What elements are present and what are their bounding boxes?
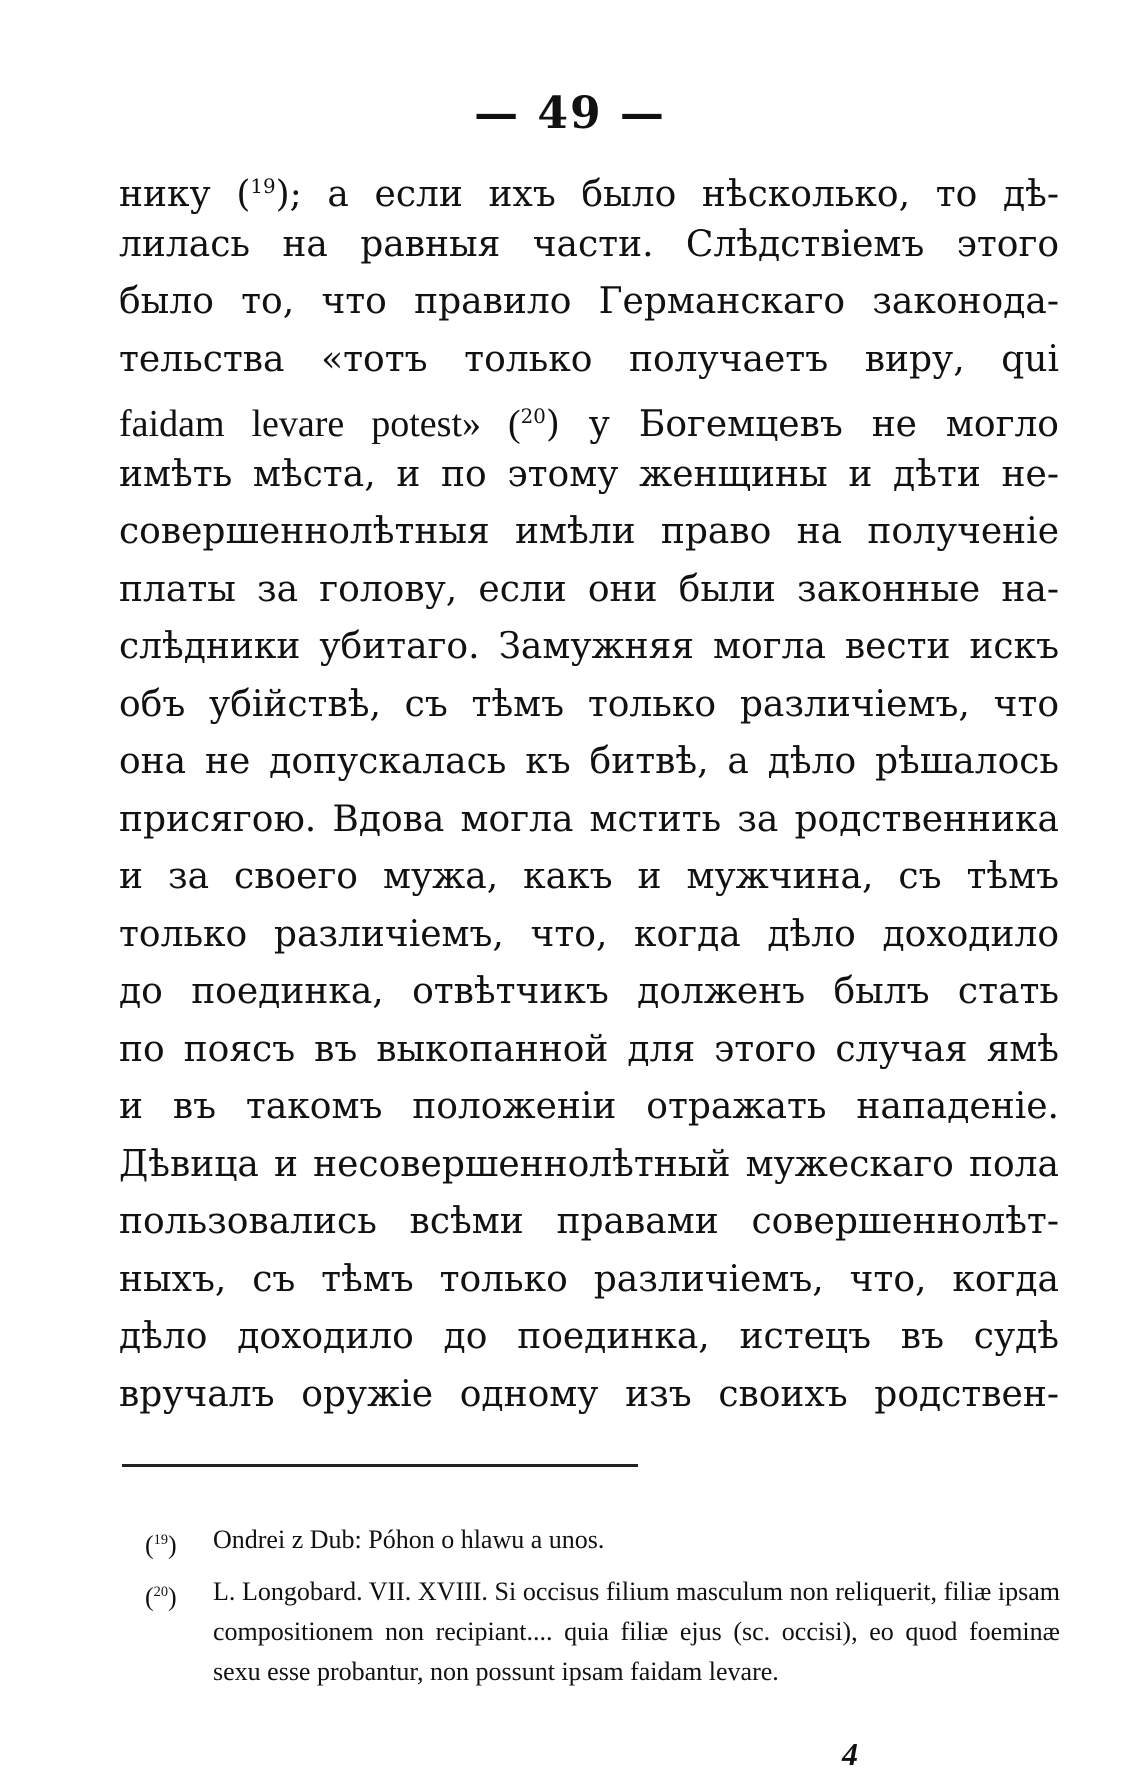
text-line: лилась на равныя части. Слѣдствіемъ этого: [119, 223, 1059, 265]
text-line: нику ($^{19}$); а если ихъ было нѣсколько, то дѣ-: [119, 174, 1059, 215]
text-line: только различіемъ, что, когда дѣло доходило: [119, 913, 1059, 955]
footnote-marker: ($^{20}$): [145, 1582, 177, 1612]
text-line: пользовались всѣми правами совершеннолѣт-: [119, 1201, 1059, 1242]
text-line: по поясъ въ выкопанной для этого случая ямѣ: [119, 1028, 1059, 1070]
text-line: до поединка, отвѣтчикъ долженъ былъ стать: [119, 971, 1059, 1012]
footnote-divider: [122, 1464, 638, 1467]
footnote: [145, 1572, 1060, 1692]
footnote-ref[interactable]: 19: [250, 175, 276, 198]
footnote-text: L. Longobard. VII. XVIII. Si occisus filium masculum non reliquerit, filiæ ipsam compositionem non recipiant.... quia filiæ ejus (sc. occisi), eo quod foeminæ sexu esse probantur, non possunt ipsam faidam levare.: [213, 1576, 1060, 1686]
text-line: дѣло доходило до поединка, истецъ въ судѣ: [119, 1316, 1059, 1357]
text-line: совершеннолѣтныя имѣли право на полученіе: [119, 511, 1059, 552]
footnote-text: Ondrei z Dub: Póhon o hlawu a unos.: [213, 1525, 605, 1554]
text-line: тельства «тотъ только получаетъ виру, qui: [119, 338, 1059, 380]
page-number: — 49 —: [474, 88, 666, 139]
footnote: [145, 1520, 1060, 1566]
text-line: присягою. Вдова могла мстить за родственника: [119, 798, 1059, 840]
text-line: ныхъ, съ тѣмъ только различіемъ, что, когда: [119, 1258, 1059, 1300]
text-line: имѣть мѣста, и по этому женщины и дѣти не-: [119, 453, 1059, 495]
printer-signature: 4: [842, 1736, 858, 1772]
text-line: объ убійствѣ, съ тѣмъ только различіемъ, что: [119, 683, 1059, 725]
text-line: она не допускалась къ битвѣ, а дѣло рѣшалось: [119, 741, 1059, 782]
text-line: слѣдники убитаго. Замужняя могла вести искъ: [119, 626, 1059, 667]
body-text: [119, 158, 1059, 1423]
text-line: платы за голову, если они были законные на-: [119, 568, 1059, 610]
text-line: вручалъ оружіе одному изъ своихъ родствен-: [119, 1373, 1059, 1415]
footnotes: [145, 1520, 1060, 1698]
text-line: и въ такомъ положеніи отражать нападеніе.: [119, 1086, 1059, 1127]
text-line: было то, что правило Германскаго законода-: [119, 281, 1059, 322]
text-line: и за своего мужа, какъ и мужчина, съ тѣмъ: [119, 856, 1059, 897]
text-line: Дѣвица и несовершеннолѣтный мужескаго пола: [119, 1143, 1059, 1185]
text-line: faidam levare potest» ($^{20}$) у Богемцевъ не могло: [119, 403, 1059, 445]
footnote-ref[interactable]: 20: [520, 405, 546, 428]
footnote-marker: ($^{19}$): [145, 1530, 177, 1560]
